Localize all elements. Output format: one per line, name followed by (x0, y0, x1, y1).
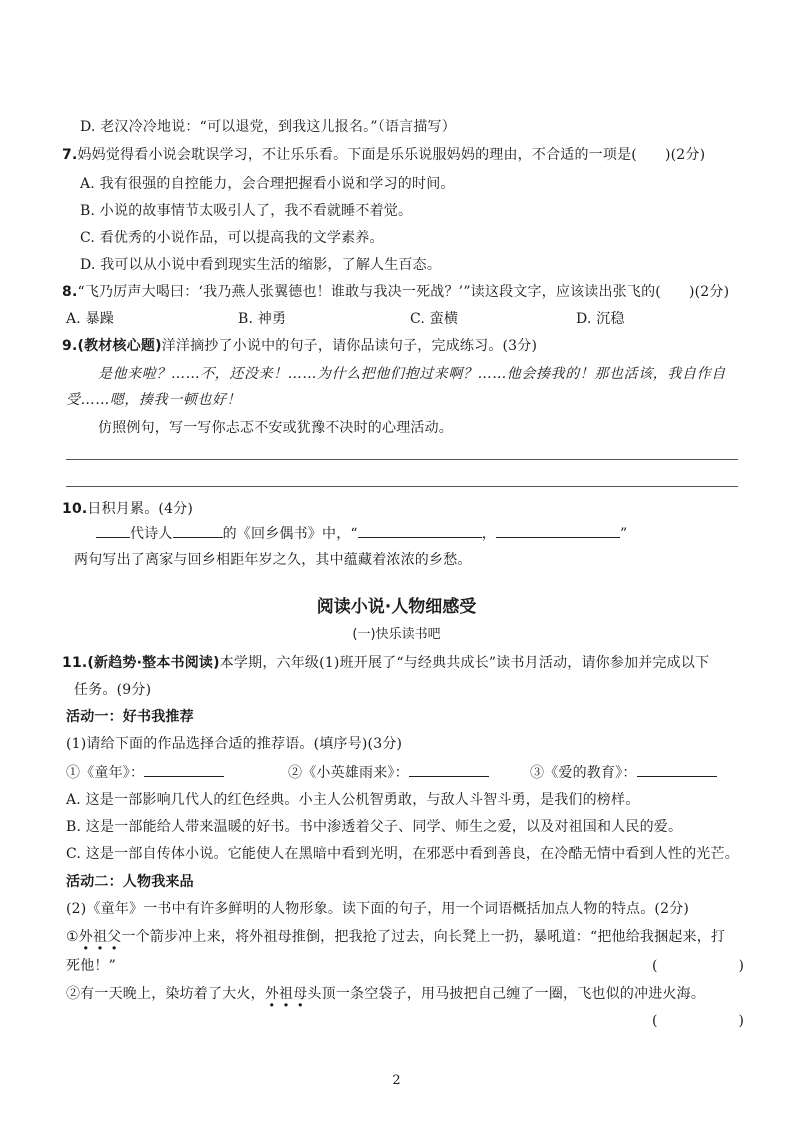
paren-close: ) (738, 958, 744, 974)
q9-quote-line-2: 受……嗯，揍我一顿也好！ (66, 392, 242, 408)
item-text: 头顶一条空袋子，用马披把自己缠了一圈，飞也似的冲进火海。 (307, 986, 706, 1002)
page-number: 2 (392, 1073, 401, 1088)
book-1 (66, 762, 224, 783)
paren-close: ) (738, 1013, 744, 1029)
character-item-2 (66, 984, 705, 1004)
verse-1-blank[interactable] (358, 523, 482, 538)
q8-option-b: B. 神勇 (238, 311, 287, 327)
question-text: 本学期，六年级(1)班开展了“与经典共成长”读书月活动，请你参加并完成以下 (219, 655, 710, 671)
emphasized-char: 外 (264, 986, 280, 1002)
dynasty-blank[interactable] (96, 523, 130, 538)
q10-text: 的《回乡偶书》中，“ (222, 526, 358, 542)
q8-option-d: D. 沉稳 (576, 311, 625, 327)
score: )(2分) (664, 147, 706, 163)
book-1-blank[interactable] (144, 762, 224, 777)
book-2-label: ②《小英雄雨来》： (288, 765, 409, 781)
answer-line[interactable] (66, 486, 738, 487)
recommend-option-b: B. 这是一部能给人带来温暖的好书。书中渗透着父子、同学、师生之爱，以及对祖国和人民的爱。 (66, 819, 683, 835)
question-8-stem (62, 282, 729, 302)
book-2 (288, 762, 489, 783)
activity-1-prompt: (1)请给下面的作品选择合适的推荐语。(填序号)(3分) (66, 736, 403, 752)
q9-instruction: 仿照例句，写一写你忐忑不安或犹豫不决时的心理活动。 (98, 420, 453, 436)
question-number: 7. (62, 147, 78, 163)
recommend-option-a: A. 这是一部影响几代人的红色经典。小主人公机智勇敢，与敌人斗智斗勇，是我们的榜样。 (66, 792, 640, 808)
emphasized-char: 母 (293, 986, 308, 1002)
q7-option-b: B. 小说的故事情节太吸引人了，我不看就睡不着觉。 (80, 203, 413, 219)
emphasized-char: 外 (78, 929, 93, 945)
q7-option-a: A. 我有很强的自控能力，会合理把握看小说和学习的时间。 (80, 176, 455, 192)
q9-quote-line-1: 是他来啦？……不，还没来！……为什么把他们抱过来啊？……他会揍我的！那也活该，我自作自 (98, 366, 726, 382)
book-3-label: ③《爱的教育》： (530, 765, 637, 781)
item-text: ②有一天晚上，染坊着了大火， (66, 986, 265, 1002)
question-number: 9. (62, 338, 78, 354)
q11-stem-line-2: 任务。(9分) (74, 682, 152, 698)
answer-line[interactable] (66, 459, 738, 460)
paren-open: ( (652, 1013, 658, 1029)
book-3-blank[interactable] (637, 762, 717, 777)
question-tag: (新趋势·整本书阅读) (87, 655, 220, 671)
question-7-stem (62, 145, 705, 165)
paren-open: ( (652, 958, 658, 974)
item-text: 一个箭步冲上来，将外祖母推倒，把我抢了过去，向长凳上一扔，暴吼道：“把他给我捆起来，打 (121, 929, 726, 945)
question-10-stem (62, 499, 193, 519)
question-tag: (教材核心题) (77, 338, 162, 354)
question-text: 妈妈觉得看小说会耽误学习，不让乐乐看。下面是乐乐说服妈妈的理由，不合适的一项是( (77, 147, 637, 163)
q10-text: 代诗人 (130, 526, 173, 542)
poet-blank[interactable] (173, 523, 223, 538)
character-item-1-line-2: 死他！” (66, 958, 116, 974)
question-9-stem (62, 336, 537, 356)
book-1-label: ①《童年》： (66, 765, 145, 781)
question-number: 8. (62, 284, 78, 300)
question-number: 10. (62, 501, 88, 517)
section-subtitle: (一)快乐读书吧 (352, 627, 441, 642)
activity-2-title: 活动二：人物我来品 (66, 874, 194, 890)
item-marker: ① (66, 929, 79, 945)
q7-option-d: D. 我可以从小说中看到现实生活的缩影，了解人生百态。 (80, 257, 442, 273)
q8-option-a: A. 暴躁 (66, 311, 115, 327)
q7-option-c: C. 看优秀的小说作品，可以提高我的文学素养。 (80, 230, 384, 246)
book-3 (530, 762, 717, 783)
q10-text: ” (619, 526, 628, 542)
q10-line-2: 两句写出了离家与回乡相距年岁之久，其中蕴藏着浓浓的乡愁。 (74, 552, 472, 568)
emphasized-char: 祖 (92, 929, 108, 945)
question-11-stem (62, 653, 709, 673)
emphasized-char: 祖 (279, 986, 294, 1002)
q10-text: ， (481, 526, 496, 542)
activity-2-prompt: (2)《童年》一书中有许多鲜明的人物形象。读下面的句子，用一个词语概括加点人物的特点。(2分) (66, 901, 690, 917)
score: )(2分) (688, 284, 730, 300)
question-text: 洋洋摘抄了小说中的句子，请你品读句子，完成练习。(3分) (161, 338, 538, 354)
book-2-blank[interactable] (409, 762, 489, 777)
emphasized-char: 父 (107, 929, 122, 945)
question-text: “飞乃厉声大喝曰：‘我乃燕人张翼德也！谁敢与我决一死战？’”读这段文字，应该读出张飞的( (77, 284, 661, 300)
verse-2-blank[interactable] (496, 523, 620, 538)
question-number: 11. (62, 655, 88, 671)
q6-option-d: D. 老汉冷冷地说：“可以退党，到我这儿报名。”（语言描写） (80, 119, 456, 135)
q8-option-c: C. 蛮横 (410, 311, 459, 327)
recommend-option-c: C. 这是一部自传体小说。它能使人在黑暗中看到光明，在邪恶中看到善良，在冷酷无情中看到人性的光芒。 (66, 846, 739, 862)
activity-1-title: 活动一：好书我推荐 (66, 709, 194, 725)
q10-fill-line (96, 523, 627, 544)
character-item-1 (66, 927, 725, 947)
section-title: 阅读小说·人物细感受 (316, 597, 477, 617)
question-text: 日积月累。(4分) (87, 501, 194, 517)
